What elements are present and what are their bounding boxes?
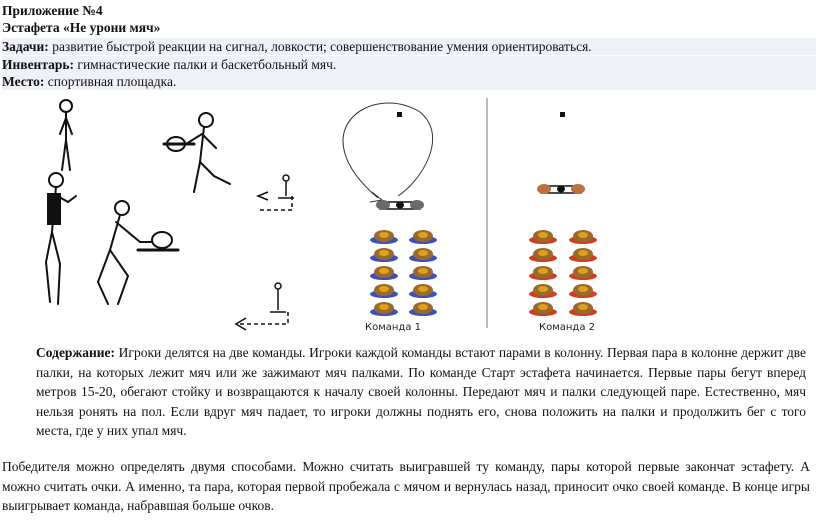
leaning-figure-illustration bbox=[46, 173, 76, 304]
post-bottom-illustration bbox=[236, 283, 288, 330]
team1-player bbox=[409, 266, 437, 280]
team1-player bbox=[409, 230, 437, 244]
team1-player bbox=[409, 284, 437, 298]
team1-lead-pair bbox=[376, 200, 424, 210]
content-paragraph bbox=[36, 343, 806, 441]
team1-route-arrow bbox=[343, 103, 433, 198]
team2-label: Команда 2 bbox=[539, 322, 596, 333]
winner-paragraph: Победителя можно определять двумя способами. Можно считать выигравшей ту команду, пары которой первые закончат эстафету. А можно считать очки. А именно, та пара, которая первой пробежала с мячом и вернулась назад, приносит очко своей команде. В конце игры выигрывает команда, набравшая больше очков. bbox=[2, 459, 810, 513]
team2-player bbox=[529, 266, 557, 280]
document-title: Приложение №4 bbox=[2, 3, 103, 18]
team2-player bbox=[529, 248, 557, 262]
post-top-illustration bbox=[258, 175, 294, 210]
inventory-line bbox=[2, 56, 816, 73]
team1-player bbox=[409, 302, 437, 316]
ball-carrier-figure-illustration bbox=[164, 113, 230, 192]
team1-post-marker bbox=[397, 112, 402, 117]
crouching-figure-illustration bbox=[98, 201, 178, 304]
team2-player bbox=[569, 248, 597, 262]
content-label: Содержание: bbox=[36, 345, 116, 360]
team1-player bbox=[370, 284, 398, 298]
team2-player bbox=[529, 302, 557, 316]
team2-player bbox=[569, 266, 597, 280]
team2-post-marker bbox=[560, 112, 565, 117]
team2-player bbox=[569, 284, 597, 298]
team2-player bbox=[529, 284, 557, 298]
team1-player bbox=[409, 248, 437, 262]
place-text: спортивная площадка. bbox=[47, 74, 177, 89]
team2-player bbox=[569, 302, 597, 316]
team1-player bbox=[370, 266, 398, 280]
tasks-label: Задачи: bbox=[2, 39, 49, 54]
tasks-text: развитие быстрой реакции на сигнал, ловкости; совершенствование умения ориентироваться. bbox=[52, 39, 592, 54]
inventory-text: гимнастические палки и баскетбольный мяч. bbox=[77, 57, 337, 72]
team2-player bbox=[569, 230, 597, 244]
place-label: Место: bbox=[2, 74, 45, 89]
inventory-label: Инвентарь: bbox=[2, 57, 75, 72]
relay-illustration bbox=[0, 92, 816, 342]
team1-label: Команда 1 bbox=[365, 322, 422, 333]
team1-player bbox=[370, 302, 398, 316]
team1-column bbox=[370, 230, 437, 316]
content-text: Игроки делятся на две команды. Игроки каждой команды встают парами в колонну. Первая пара в колонне держит две палки, на которых лежит мяч или же зажимают мяч палками. По команде Старт эстафета начинается. Первые пары бегут вперед метров 15-20, обегают стойку и возвращаются к началу своей колонны. Передают мяч и палки следующей паре. Естественно, мяч нельзя ронять на пол. Если вдруг мяч падает, то игроки должны поднять его, снова положить на палки и продолжить бег с того места, где у них упал мяч. bbox=[36, 345, 807, 438]
team1-player bbox=[370, 230, 398, 244]
team2-column bbox=[529, 230, 597, 316]
relay-title: Эстафета «Не урони мяч» bbox=[2, 20, 161, 35]
place-line bbox=[2, 73, 816, 90]
team1-player bbox=[370, 248, 398, 262]
team2-player bbox=[529, 230, 557, 244]
team2-lead-pair bbox=[537, 184, 585, 194]
tasks-line bbox=[2, 38, 816, 55]
standing-figure-illustration bbox=[60, 100, 72, 170]
